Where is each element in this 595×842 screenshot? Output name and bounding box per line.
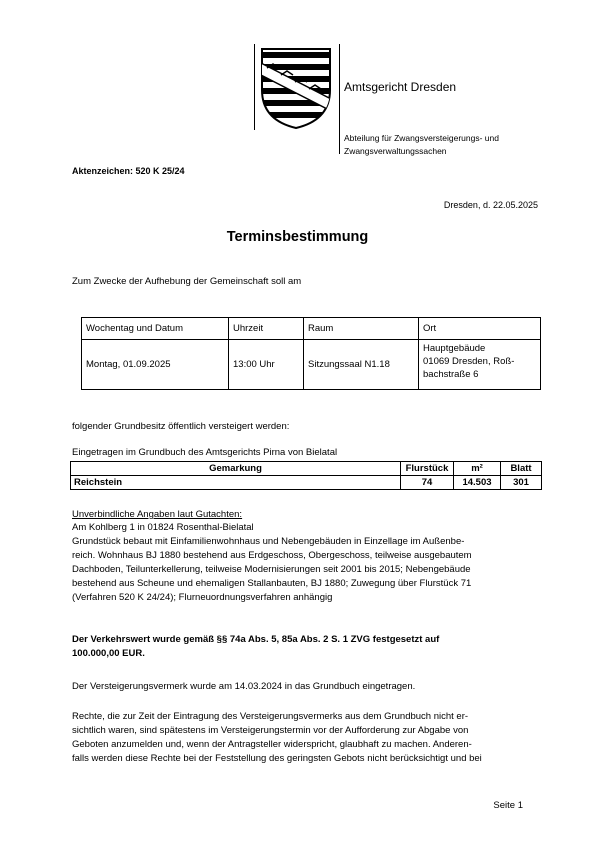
- coat-of-arms-logo: [259, 46, 333, 130]
- rechte-line: Rechte, die zur Zeit der Eintragung des Versteigerungsvermerks aus dem Grundbuch nicht er-: [72, 711, 469, 722]
- description-line: Grundstück bebaut mit Einfamilienwohnhaus und Nebengebäuden in Einzellage im Außenbe-: [72, 536, 465, 547]
- gb-blatt: 301: [501, 476, 542, 490]
- intro-text: Zum Zwecke der Aufhebung der Gemeinschaft soll am: [72, 276, 302, 287]
- verkehrswert-line-1: Der Verkehrswert wurde gemäß §§ 74a Abs. 5, 85a Abs. 2 S. 1 ZVG festgesetzt auf: [72, 634, 440, 645]
- termin-time: 13:00 Uhr: [229, 340, 304, 390]
- page-title: Terminsbestimmung: [226, 229, 369, 245]
- description-line: reich. Wohnhaus BJ 1880 bestehend aus Erdgeschoss, Obergeschoss, teilweise ausgebautem: [72, 550, 472, 561]
- date-line: Dresden, d. 22.05.2025: [443, 200, 538, 210]
- gb-header-area: m²: [454, 462, 501, 476]
- property-address: Am Kohlberg 1 in 01824 Rosenthal-Bielatal: [72, 522, 254, 533]
- termin-room: Sitzungssaal N1.18: [304, 340, 419, 390]
- page-number: Seite 1: [493, 800, 523, 811]
- aktenzeichen: Aktenzeichen: 520 K 25/24: [72, 166, 185, 176]
- verkehrswert: [72, 633, 544, 661]
- termin-table-header: [82, 318, 541, 340]
- description-line: bestehend aus Scheune und ehemaligen Stallanbauten, BJ 1880; Zuwegung über Flurstück 71: [72, 578, 472, 589]
- termin-table-row: [82, 340, 541, 390]
- termin-date: Montag, 01.09.2025: [82, 340, 229, 390]
- vermerk-text: Der Versteigerungsvermerk wurde am 14.03.2024 in das Grundbuch eingetragen.: [72, 681, 416, 692]
- court-name: Amtsgericht Dresden: [344, 80, 457, 94]
- header-divider-right: [339, 44, 340, 154]
- gb-header-flurstueck: Flurstück: [401, 462, 454, 476]
- rechte-line: sichtlich waren, sind spätestens im Versteigerungstermin vor der Aufforderung zur Abgabe von: [72, 725, 469, 736]
- rechte-line: falls werden diese Rechte bei der Feststellung des geringsten Gebots nicht berücksichtigt und bei: [72, 753, 482, 764]
- description-line: (Verfahren 520 K 24/24); Flurneuordnungsverfahren anhängig: [72, 592, 333, 603]
- rechte-text: [72, 710, 544, 766]
- header-date: Wochentag und Datum: [82, 318, 229, 340]
- place-line-1: Hauptgebäude: [423, 343, 486, 354]
- verkehrswert-line-2: 100.000,00 EUR.: [72, 648, 145, 659]
- rechte-line: Geboten anzumelden und, wenn der Antragsteller widerspricht, glaubhaft zu machen. Anderen-: [72, 739, 472, 750]
- description-line: Dachboden, Teilunterkellerung, teilweise Modernisierungen seit 2001 bis 2015; Nebengebäude: [72, 564, 471, 575]
- grundbuch-header-row: [71, 462, 542, 476]
- termin-place: [419, 340, 541, 390]
- header-divider-left: [254, 44, 255, 130]
- gb-header-blatt: Blatt: [501, 462, 542, 476]
- department-line-2: Zwangsverwaltungssachen: [344, 146, 447, 156]
- gutachten-heading: Unverbindliche Angaben laut Gutachten:: [72, 509, 243, 520]
- property-description: [72, 535, 544, 605]
- header-room: Raum: [304, 318, 419, 340]
- header-place: Ort: [419, 318, 541, 340]
- department-line-1: Abteilung für Zwangsversteigerungs- und: [344, 133, 499, 143]
- gb-flurstueck: 74: [401, 476, 454, 490]
- gb-gemarkung: Reichstein: [71, 476, 401, 490]
- following-text: folgender Grundbesitz öffentlich versteigert werden:: [72, 421, 290, 432]
- gb-header-gemarkung: Gemarkung: [71, 462, 401, 476]
- header-time: Uhrzeit: [229, 318, 304, 340]
- grundbuch-table: [70, 461, 542, 490]
- place-line-2: 01069 Dresden, Roß-: [423, 356, 515, 367]
- grundbuch-heading: Eingetragen im Grundbuch des Amtsgerichts Pirna von Bielatal: [72, 447, 338, 458]
- termin-table: [81, 317, 541, 390]
- grundbuch-data-row: [71, 476, 542, 490]
- gb-area: 14.503: [454, 476, 501, 490]
- place-line-3: bachstraße 6: [423, 369, 479, 380]
